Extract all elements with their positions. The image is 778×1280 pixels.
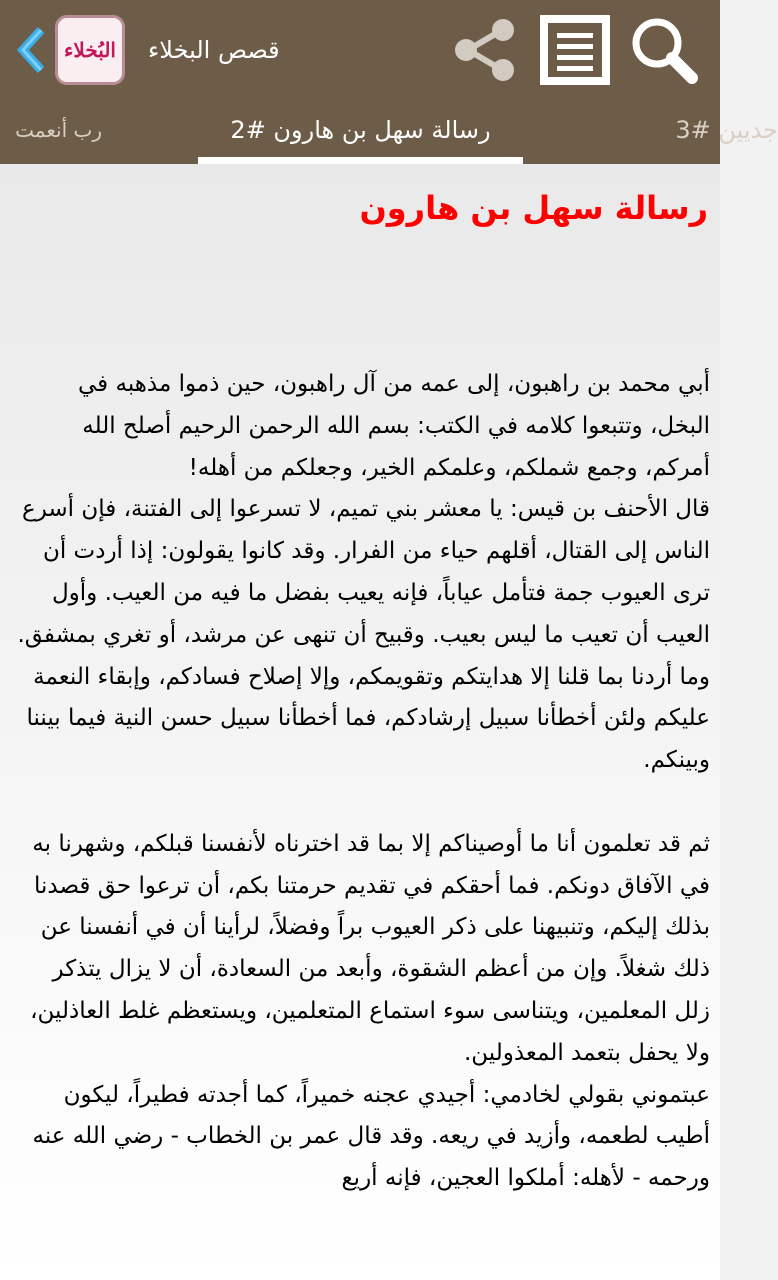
list-menu-icon bbox=[548, 23, 602, 77]
app-logo[interactable] bbox=[55, 15, 125, 85]
tab-current[interactable]: رسالة سهل بن هارون #2 bbox=[230, 116, 491, 144]
tab-previous[interactable]: رب أنعمت bbox=[15, 118, 102, 142]
menu-line bbox=[557, 33, 593, 38]
app-logo-text: البُخلاء bbox=[64, 38, 116, 62]
tab-next[interactable]: جديين #3 bbox=[675, 116, 778, 144]
article-title: رسالة سهل بن هارون bbox=[359, 189, 708, 227]
share-icon[interactable] bbox=[452, 18, 518, 82]
app-bar bbox=[0, 0, 720, 100]
app-title: قصص البخلاء bbox=[148, 36, 280, 64]
tab-strip bbox=[0, 100, 778, 164]
menu-line bbox=[557, 66, 593, 71]
chevron-left-icon[interactable] bbox=[14, 26, 50, 74]
article-body bbox=[12, 364, 710, 1200]
article-paragraph: قال الأحنف بن قيس: يا معشر بني تميم، لا تسرعوا إلى الفتنة، فإن أسرع الناس إلى القتال، أقلهم حياء من الفرار. وقد كانوا يقولون: إذا أردت أن ترى العيوب جمة فتأمل عياباً، فإنه يعيب بفضل ما فيه من العيب. وأول العيب أن تعيب ما ليس بعيب. وقبيح أن تنهى عن مرشد، أو تغري بمشفق. bbox=[17, 496, 710, 648]
menu-line bbox=[557, 44, 593, 49]
article-paragraph: وما أردنا بما قلنا إلا هدايتكم وتقويمكم، وإلا إصلاح فسادكم، وإبقاء النعمة عليكم ولئن أخطأنا سبيل إرشادكم، فما أخطأنا سبيل حسن النية فيما بيننا وبينكم. bbox=[26, 663, 710, 774]
search-icon[interactable] bbox=[628, 14, 700, 86]
menu-line bbox=[557, 55, 593, 60]
article-paragraph: ثم قد تعلمون أنا ما أوصيناكم إلا بما قد اخترناه لأنفسنا قبلكم، وشهرنا به في الآفاق دونكم. فما أحقكم في تقديم حرمتنا بكم، أن ترعوا حق قصدنا بذلك إليكم، وتنبيهنا على ذكر العيوب براً وفضلاً، لرأينا أن في أنفسنا عن ذلك شغلاً. وإن من أعظم الشقوة، وأبعد من السعادة، أن لا يزال يتذكر زلل المعلمين، ويتناسى سوء استماع المتعلمين، ويستعظم غلط العاذلين، ولا يحفل بتعمد المعذولين. bbox=[30, 830, 710, 1066]
article-paragraph: أبي محمد بن راهبون، إلى عمه من آل راهبون، حين ذموا مذهبه في البخل، وتتبعوا كلامه في الكتب: بسم الله الرحمن الرحيم أصلح الله أمركم، وجمع شملكم، وعلمكم الخير، وجعلكم من أهله! bbox=[78, 371, 710, 481]
article-scroll-area[interactable] bbox=[0, 164, 720, 1280]
article-paragraph: عبتموني بقولي لخادمي: أجيدي عجنه خميراً، كما أجدته فطيراً، ليكون أطيب لطعمه، وأزيد في ريعه. وقد قال عمر بن الخطاب - رضي الله عنه ورحمه - لأهله: أملكوا العجين، فإنه أريع bbox=[32, 1081, 710, 1192]
paragraph-spacer bbox=[12, 782, 710, 824]
active-tab-indicator bbox=[198, 157, 523, 164]
list-menu-button[interactable] bbox=[540, 15, 610, 85]
